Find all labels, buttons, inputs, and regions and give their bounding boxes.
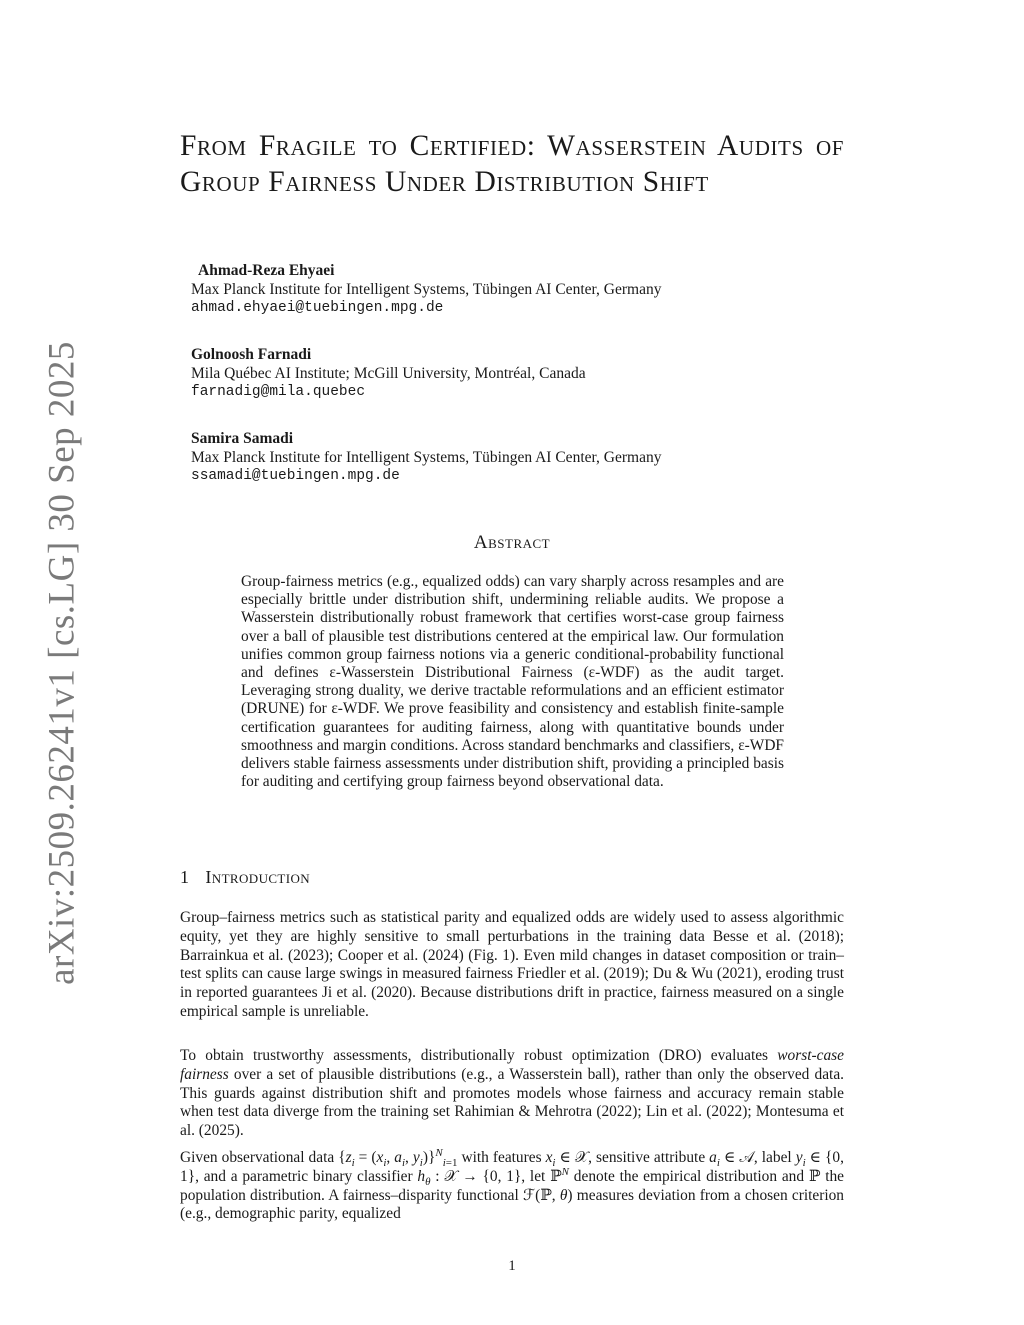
abstract-text: Group-fairness metrics (e.g., equalized odds) can vary sharply across resamples and are especially brittle under distribution shift, undermining reliable audits. We propose a Wasserstein distributionally robust framework that certifies worst-case group fairness over a ball of plausible test distributions centered at the empirical law. Our formulation unifies common group fairness notions via a generic conditional-probability functional and defines ε-Wasserstein Distributional Fairness (ε-WDF) as the audit target. Leveraging strong duality, we derive tractable reformulations and an efficient estimator (DRUNE) for ε-WDF. We prove feasibility and consistency and establish finite-sample certification guarantees for auditing fairness, along with quantitative bounds under smoothness and margin conditions. Across standard benchmarks and classifiers, ε-WDF delivers stable fairness assessments under distribution shift, providing a principled basis for auditing and certifying group fairness beyond observational data.: [241, 573, 784, 791]
author-block-2: [191, 345, 586, 402]
author-name: Samira Samadi: [191, 430, 294, 447]
paper-title: From Fragile to Certified: Wasserstein Audits of Group Fairness Under Distribution Shift: [180, 130, 844, 198]
intro-paragraph-2: To obtain trustworthy assessments, distributionally robust optimization (DRO) evaluates worst-case fairness over a set of plausible distributions (e.g., a Wasserstein ball), rather than only the observed data. This guards against distribution shift and promotes models whose fairness and accuracy remain stable when test data diverge from the training set Rahimian & Mehrotra (2022); Lin et al. (2022); Montesuma et al. (2025).: [180, 1047, 844, 1140]
author-affiliation: Max Planck Institute for Intelligent Systems, Tübingen AI Center, Germany: [191, 449, 662, 466]
emphasis-text: worst-case fairness: [180, 1047, 844, 1083]
author-name: Golnoosh Farnadi: [191, 346, 312, 363]
author-email[interactable]: ssamadi@tuebingen.mpg.de: [191, 468, 400, 484]
intro-paragraph-1: Group–fairness metrics such as statistical parity and equalized odds are widely used to assess algorithmic equity, yet they are highly sensitive to small perturbations in the training data Besse et al. (2018); Barrainkua et al. (2023); Cooper et al. (2024) (Fig. 1). Even mild changes in dataset composition or train–test splits can cause large swings in measured fairness Friedler et al. (2019); Du & Wu (2021), eroding trust in reported guarantees Ji et al. (2020). Because distributions drift in practice, fairness measured on a single empirical sample is unreliable.: [180, 909, 844, 1020]
author-email[interactable]: ahmad.ehyaei@tuebingen.mpg.de: [191, 300, 444, 316]
page-number: 1: [508, 1258, 516, 1274]
abstract-heading: Abstract: [473, 532, 551, 553]
section-title: Introduction: [205, 867, 311, 887]
section-heading: [180, 867, 310, 888]
author-affiliation: Max Planck Institute for Intelligent Systems, Tübingen AI Center, Germany: [191, 281, 662, 298]
arxiv-stamp: arXiv:2509.26241v1 [cs.LG] 30 Sep 2025: [41, 341, 83, 985]
section-number: 1: [180, 867, 190, 887]
author-name: Ahmad-Reza Ehyaei: [198, 262, 335, 279]
author-block-3: [191, 429, 661, 486]
intro-paragraph-3: Given observational data {$z_i = (x_i$, $a_i$, $y_i)\}^N_{i=1}$ with features $x_i$ ∈ 𝒳, sensitive attribute $a_i$ ∈ 𝒜, label $y_i$ ∈ {0, 1}, and a parametric binary classifier $h_\theta$ : 𝒳 → {0, 1}, let ℙ$^N$ denote the empirical distribution and ℙ the population distribution. A fairness–disparity functional ℱ(ℙ, θ) measures deviation from a chosen criterion (e.g., demographic parity, equalized: [180, 1146, 845, 1223]
author-email[interactable]: farnadig@mila.quebec: [191, 384, 366, 400]
author-block-1: [191, 261, 661, 318]
author-affiliation: Mila Québec AI Institute; McGill University, Montréal, Canada: [191, 365, 586, 382]
